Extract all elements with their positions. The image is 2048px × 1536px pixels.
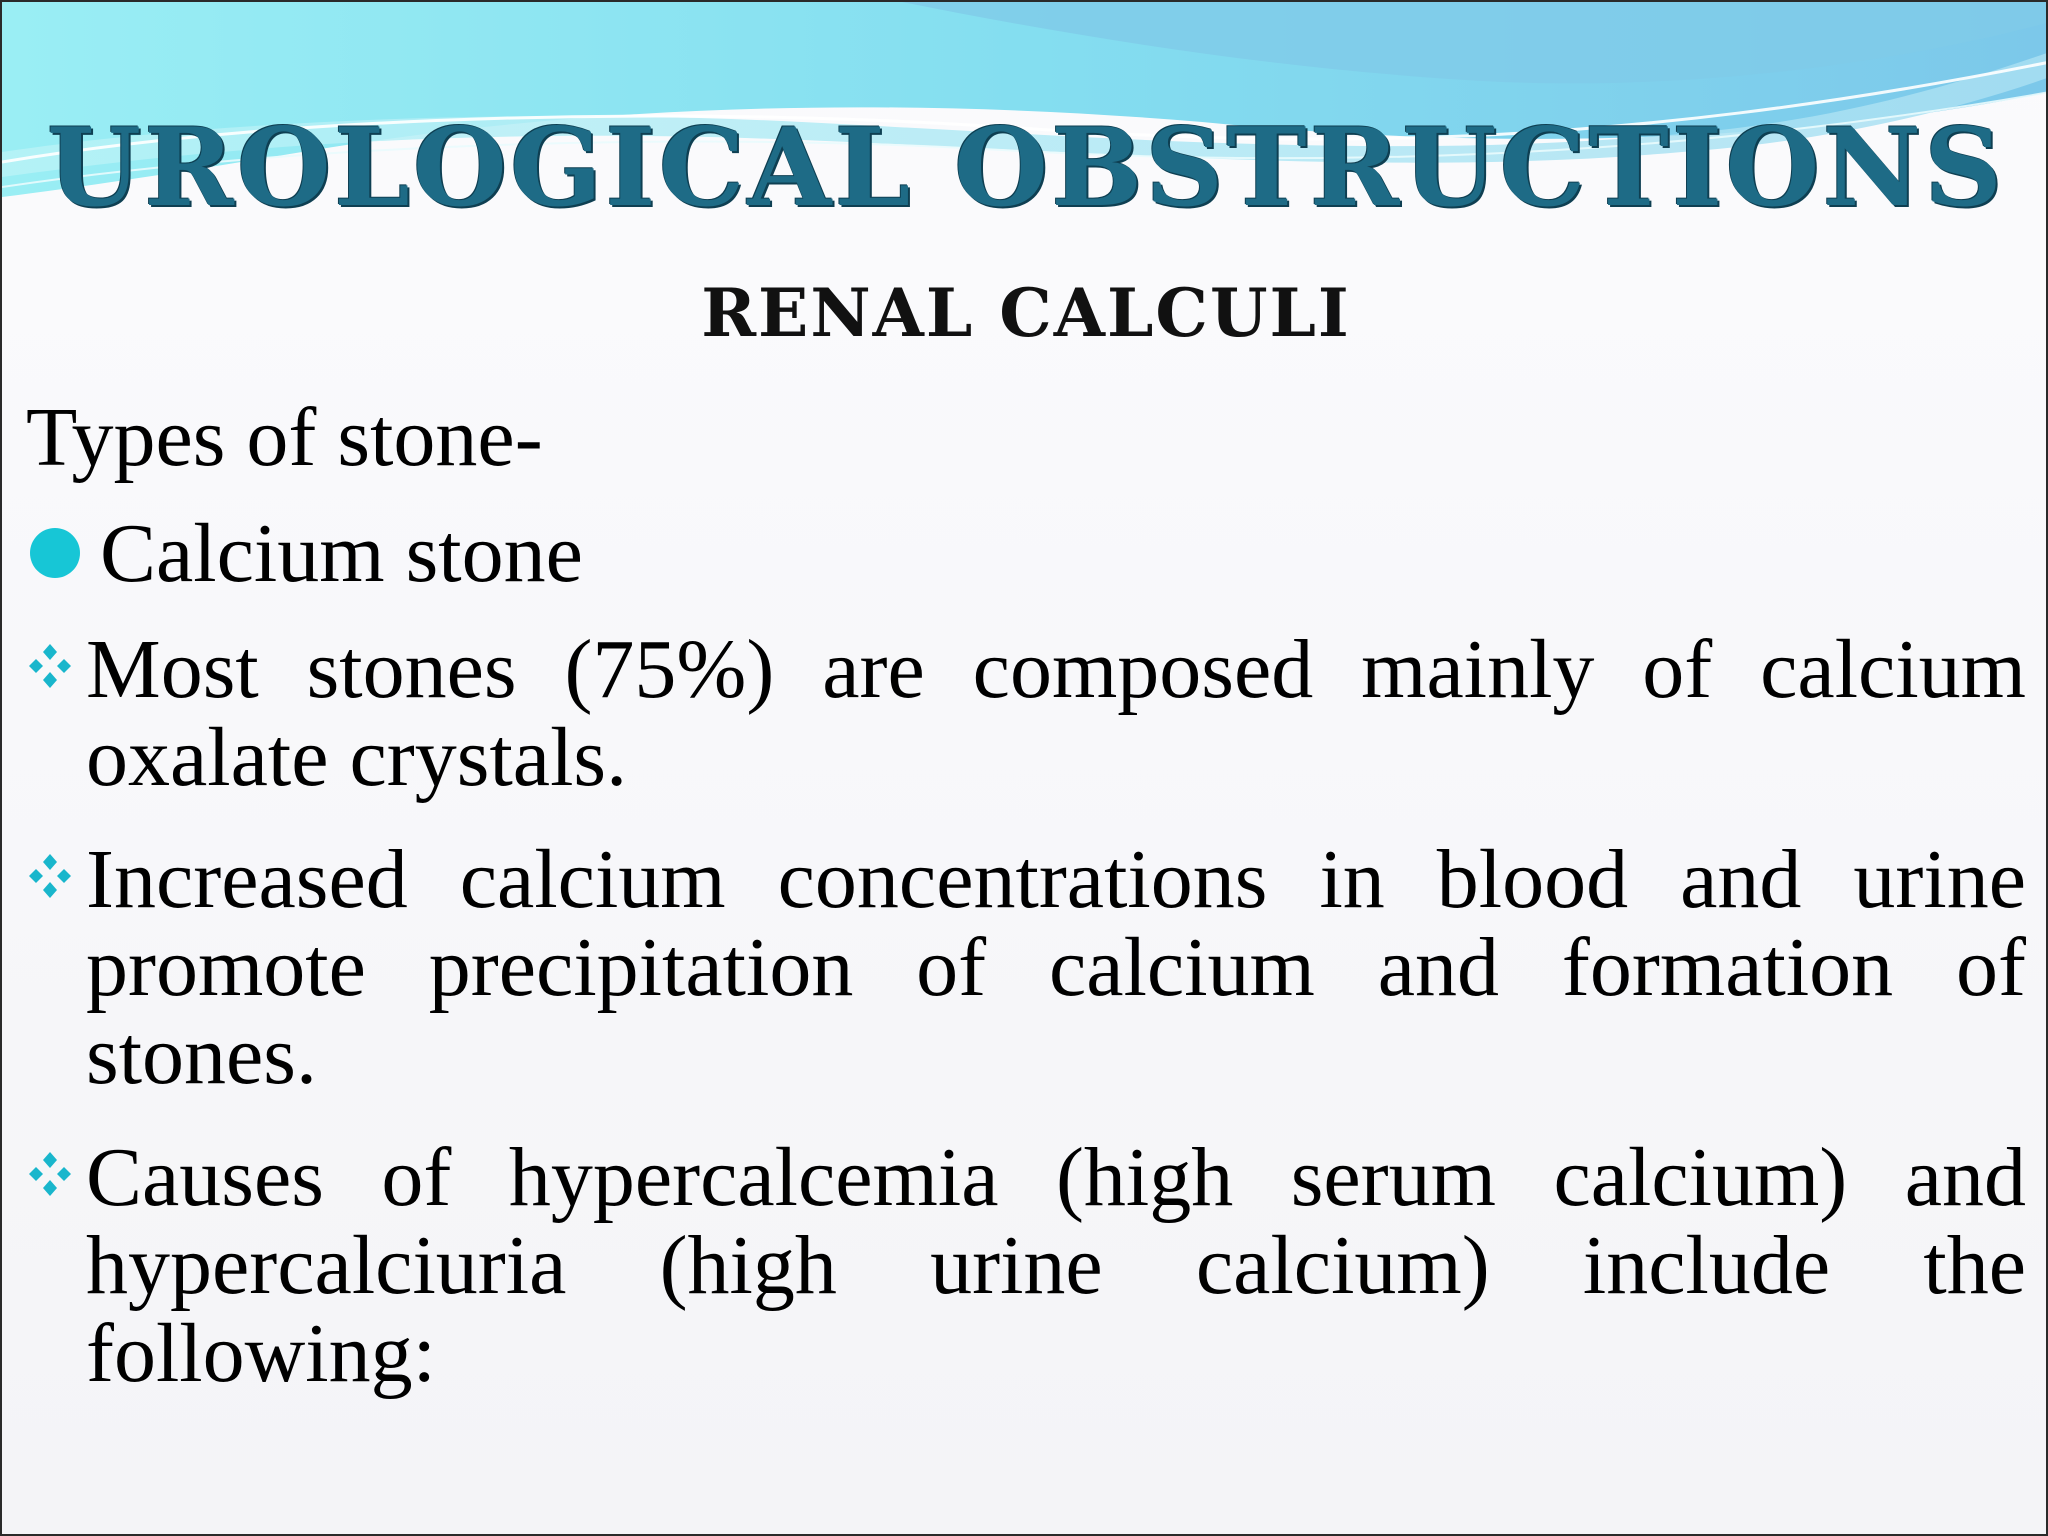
main-bullet bbox=[26, 507, 2026, 600]
four-diamond-bullet-icon bbox=[26, 642, 74, 690]
four-diamond-bullet-icon bbox=[26, 1150, 74, 1198]
slide-subtitle: RENAL CALCULI bbox=[701, 274, 1351, 352]
sub-bullet-text: Most stones (75%) are composed mainly of calcium oxalate crystals. bbox=[86, 623, 2026, 804]
slide-title: UROLOGICAL OBSTRUCTIONS bbox=[46, 105, 2006, 231]
sub-bullet-item bbox=[26, 833, 2026, 1102]
sub-bullet-text: Causes of hypercalcemia (high serum calcium) and hypercalciuria (high urine calcium) include the following: bbox=[86, 1131, 2026, 1400]
four-diamond-bullet-icon bbox=[26, 852, 74, 900]
filled-circle-bullet-icon bbox=[30, 528, 80, 578]
sub-bullet-text: Increased calcium concentrations in blood and urine promote precipitation of calcium and formation of stones. bbox=[86, 833, 2026, 1102]
section-heading: Types of stone- bbox=[26, 391, 543, 484]
slide-body bbox=[26, 391, 2026, 1432]
sub-bullet-item bbox=[26, 1131, 2026, 1400]
main-bullet-text: Calcium stone bbox=[100, 507, 583, 600]
sub-bullet-item bbox=[26, 623, 2026, 804]
